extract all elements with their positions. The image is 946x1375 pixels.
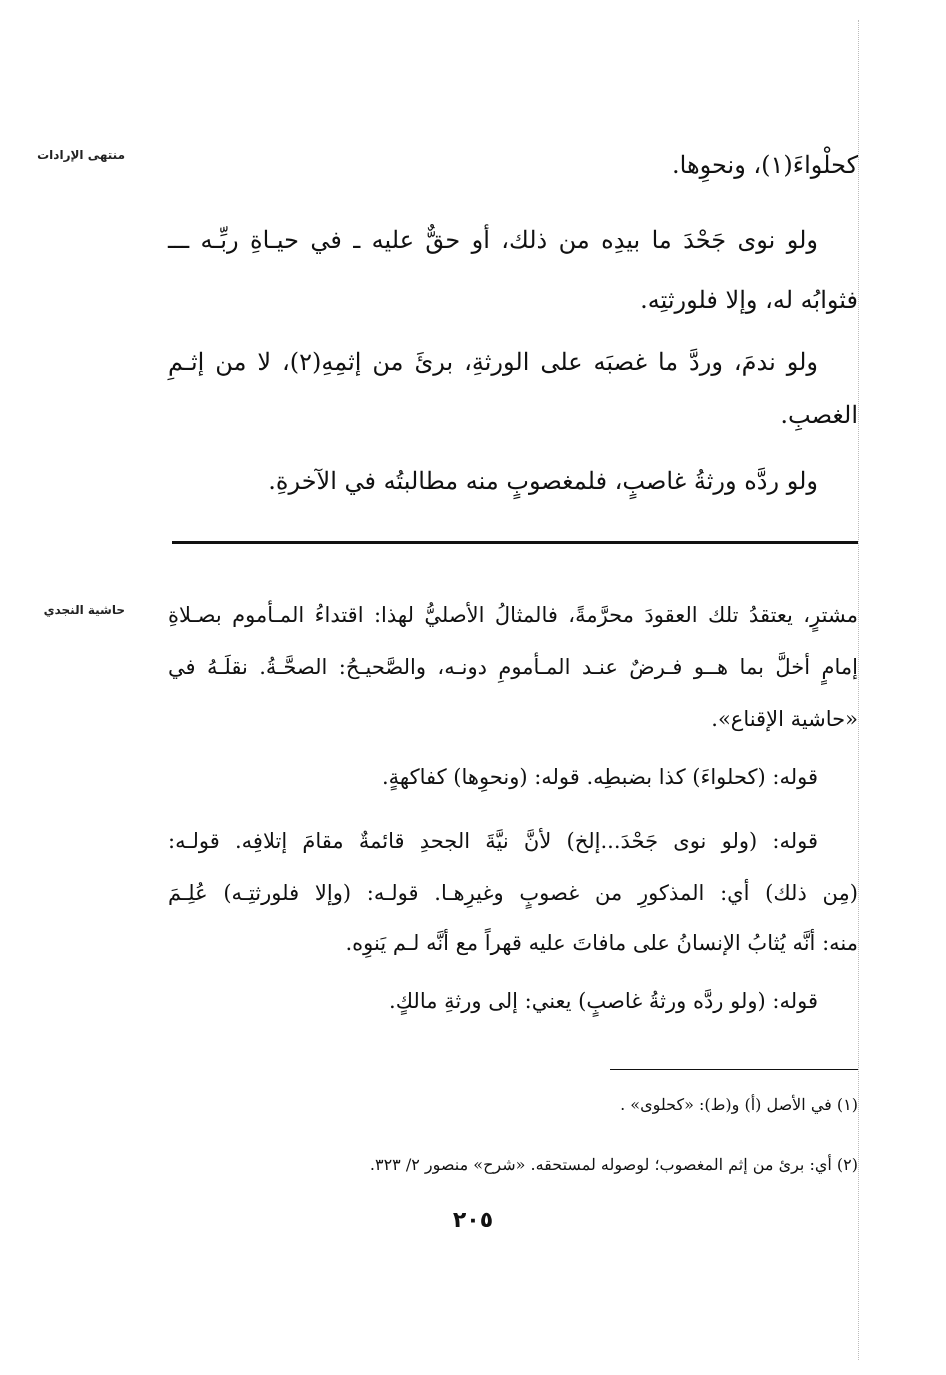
footnote-line: (١) في الأصل (أ) و(ط): «كحلوى» .	[620, 1095, 858, 1114]
main-text-line: كحلْواءَ(١)، ونحوِها.	[672, 151, 858, 179]
commentary-line: (مِن ذلك) أي: المذكورِ من غصوبٍ وغيرِهـا. قولـه: (وإلا فلورثتِـه) عُلِـمَ	[168, 881, 858, 905]
commentary-title-label: حاشية النجدي	[43, 603, 125, 617]
commentary-line: قوله: (ولو ردَّه ورثةُ غاصبٍ) يعني: إلى ورثةِ مالكٍ.	[389, 989, 818, 1013]
commentary-line: إمامٍ أخلَّ بما هــو فـرضٌ عنـد المـأمومِ دونـه، والصَّحيـحُ: الصحَّـةُ. نقلَـهُ في	[168, 655, 858, 679]
commentary-line: مشترٍ، يعتقدُ تلك العقودَ محرَّمةً، فالمثالُ الأصليُّ لهذا: اقتداءُ المـأموم بصـلاةِ	[168, 603, 858, 627]
commentary-line: «حاشية الإقناع».	[711, 707, 858, 731]
main-text-line: فثوابُه له، وإلا فلورثتِه.	[640, 286, 858, 314]
main-text-line: ولو ردَّه ورثةُ غاصبٍ، فلمغصوبٍ منه مطالبتُه في الآخرةِ.	[268, 467, 818, 495]
footnote-line: (٢) أي: برئ من إثم المغصوب؛ لوصوله لمستحقه. «شرح» منصور ٢/ ٣٢٣.	[369, 1155, 858, 1174]
main-text-line: ولو نوى جَحْدَ ما بيدِه من ذلك، أو حقٌّ عليه ـ في حيـاةِ ربِّـه ـــ	[168, 226, 818, 254]
main-text-line: الغصبِ.	[780, 401, 858, 429]
page-number: ٢٠٥	[452, 1208, 494, 1233]
book-title-label: منتهى الإرادات	[37, 148, 125, 162]
commentary-line: قوله: (كحلواءَ) كذا بضبطِه. قوله: (ونحوِها) كفاكهةٍ.	[381, 765, 818, 789]
commentary-line: منه: أنَّه يُثابُ الإنسانُ على مافاتَ عليه قهراً مع أنَّه لـم يَنوِه.	[345, 931, 858, 955]
section-divider	[172, 541, 858, 544]
main-text-line: ولو ندمَ، وردَّ ما غصبَه على الورثةِ، برئَ من إثمِهِ(٢)، لا من إثـمِ	[168, 348, 818, 376]
commentary-line: قوله: (ولو نوى جَحْدَ...إلخ) لأنَّ نيَّةَ الجحدِ قائمةٌ مقامَ إتلافِه. قولـه:	[168, 829, 818, 853]
footnote-divider	[610, 1069, 858, 1070]
margin-guide-line	[858, 20, 859, 1360]
